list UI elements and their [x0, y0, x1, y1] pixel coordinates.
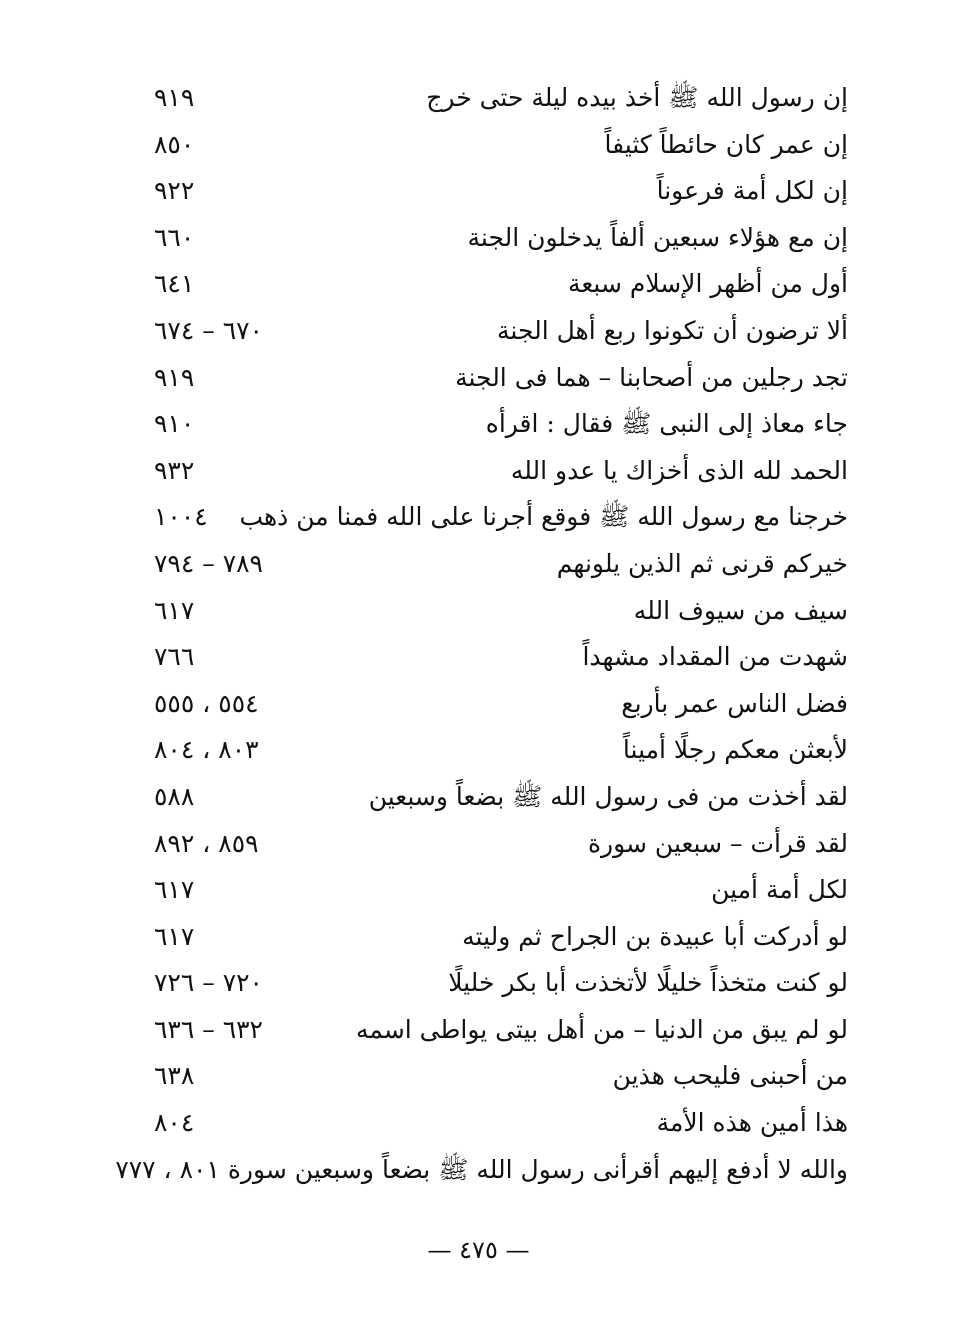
- entry-text: جاء معاذ إلى النبى ﷺ فقال : اقرأه: [485, 409, 848, 439]
- index-entry: [150, 355, 848, 402]
- entry-page-refs: ٧٢٠ – ٧٢٦: [154, 968, 263, 998]
- index-entry: [150, 494, 848, 541]
- entry-page-refs: ٩٢٢: [154, 176, 195, 206]
- entry-text: الحمد لله الذى أخزاك يا عدو الله: [510, 455, 848, 485]
- entry-page-refs: ٦٧٠ – ٦٧٤: [154, 315, 263, 345]
- entry-text: لأبعثن معكم رجلًا أميناً: [622, 735, 848, 765]
- index-entry: [150, 914, 848, 961]
- index-entry: [115, 1147, 848, 1194]
- index-entry: [150, 122, 848, 169]
- index-entry: [150, 75, 848, 122]
- entry-page-refs: ٦٣٨: [154, 1061, 195, 1091]
- index-entry: [150, 401, 848, 448]
- entry-text: شهدت من المقداد مشهداً: [582, 642, 848, 672]
- entry-text: لو كنت متخذاً خليلًا لأتخذت أبا بكر خليلًا: [448, 968, 848, 998]
- entry-page-refs: ٨٠٤: [154, 1108, 195, 1138]
- entry-text: من أحبنى فليحب هذين: [612, 1061, 848, 1091]
- index-entry: [150, 634, 848, 681]
- entry-page-refs: ٦١٧: [154, 921, 195, 951]
- hadith-index-list: [115, 75, 848, 1193]
- entry-text: والله لا أدفع إليهم أقرأنى رسول الله ﷺ بضعاً وسبعين سورة ٨٠١ ، ٧٧٧: [115, 1154, 848, 1184]
- entry-text: خيركم قرنى ثم الذين يلونهم: [556, 548, 848, 578]
- entry-text: لو لم يبق من الدنيا – من أهل بيتى يواطى اسمه: [355, 1014, 848, 1044]
- entry-text: لقد قرأت – سبعين سورة: [587, 828, 848, 858]
- entry-text: خرجنا مع رسول الله ﷺ فوقع أجرنا على الله فمنا من ذهب: [239, 502, 848, 532]
- entry-page-refs: ٨٠٣ ، ٨٠٤: [154, 735, 259, 765]
- entry-page-refs: ٩٣٢: [154, 455, 195, 485]
- entry-text: لكل أمة أمين: [711, 875, 848, 905]
- entry-page-refs: ٩١٩: [154, 362, 195, 392]
- entry-text: لو أدركت أبا عبيدة بن الجراح ثم وليته: [462, 921, 848, 951]
- entry-text: سيف من سيوف الله: [633, 595, 848, 625]
- index-entry: [150, 1100, 848, 1147]
- entry-text: إن عمر كان حائطاً كثيفاً: [604, 129, 848, 159]
- index-entry: [150, 727, 848, 774]
- index-entry: [150, 215, 848, 262]
- entry-page-refs: ٩١٠: [154, 409, 195, 439]
- entry-page-refs: ٦١٧: [154, 875, 195, 905]
- entry-page-refs: ٩١٩: [154, 83, 195, 112]
- page-number: — ٤٧٥ —: [427, 1236, 530, 1264]
- index-entry: [150, 448, 848, 495]
- entry-page-refs: ٨٥٩ ، ٨٩٢: [154, 828, 259, 858]
- entry-text: إن مع هؤلاء سبعين ألفاً يدخلون الجنة: [467, 222, 848, 252]
- entry-page-refs: ٧٦٦: [154, 642, 195, 672]
- entry-text: هذا أمين هذه الأمة: [656, 1108, 848, 1138]
- entry-text: ألا ترضون أن تكونوا ربع أهل الجنة: [497, 315, 848, 345]
- index-entry: [150, 308, 848, 355]
- index-entry: [150, 261, 848, 308]
- index-entry: [150, 541, 848, 588]
- entry-text: فضل الناس عمر بأربع: [621, 688, 848, 718]
- entry-page-refs: ٦١٧: [154, 595, 195, 625]
- entry-text: لقد أخذت من فى رسول الله ﷺ بضعاً وسبعين: [368, 781, 848, 811]
- index-entry: [150, 867, 848, 914]
- index-entry: [150, 681, 848, 728]
- entry-text: إن لكل أمة فرعوناً: [656, 176, 848, 206]
- index-entry: [150, 588, 848, 635]
- index-entry: [150, 1053, 848, 1100]
- entry-page-refs: ٥٨٨: [154, 781, 195, 811]
- index-entry: [150, 821, 848, 868]
- entry-text: أول من أظهر الإسلام سبعة: [567, 269, 848, 299]
- index-entry: [150, 774, 848, 821]
- index-entry: [150, 960, 848, 1007]
- entry-page-refs: ١٠٠٤: [154, 502, 208, 532]
- index-entry: [150, 168, 848, 215]
- entry-text: إن رسول الله ﷺ أخذ بيده ليلة حتى خرج: [426, 83, 848, 112]
- entry-text: تجد رجلين من أصحابنا – هما فى الجنة: [455, 362, 848, 392]
- entry-page-refs: ٧٨٩ – ٧٩٤: [154, 548, 263, 578]
- entry-page-refs: ٦٣٢ – ٦٣٦: [154, 1014, 263, 1044]
- entry-page-refs: ٦٦٠: [154, 222, 195, 252]
- entry-page-refs: ٥٥٤ ، ٥٥٥: [154, 688, 259, 718]
- entry-page-refs: ٦٤١: [154, 269, 195, 299]
- index-entry: [150, 1007, 848, 1054]
- entry-page-refs: ٨٥٠: [154, 129, 195, 159]
